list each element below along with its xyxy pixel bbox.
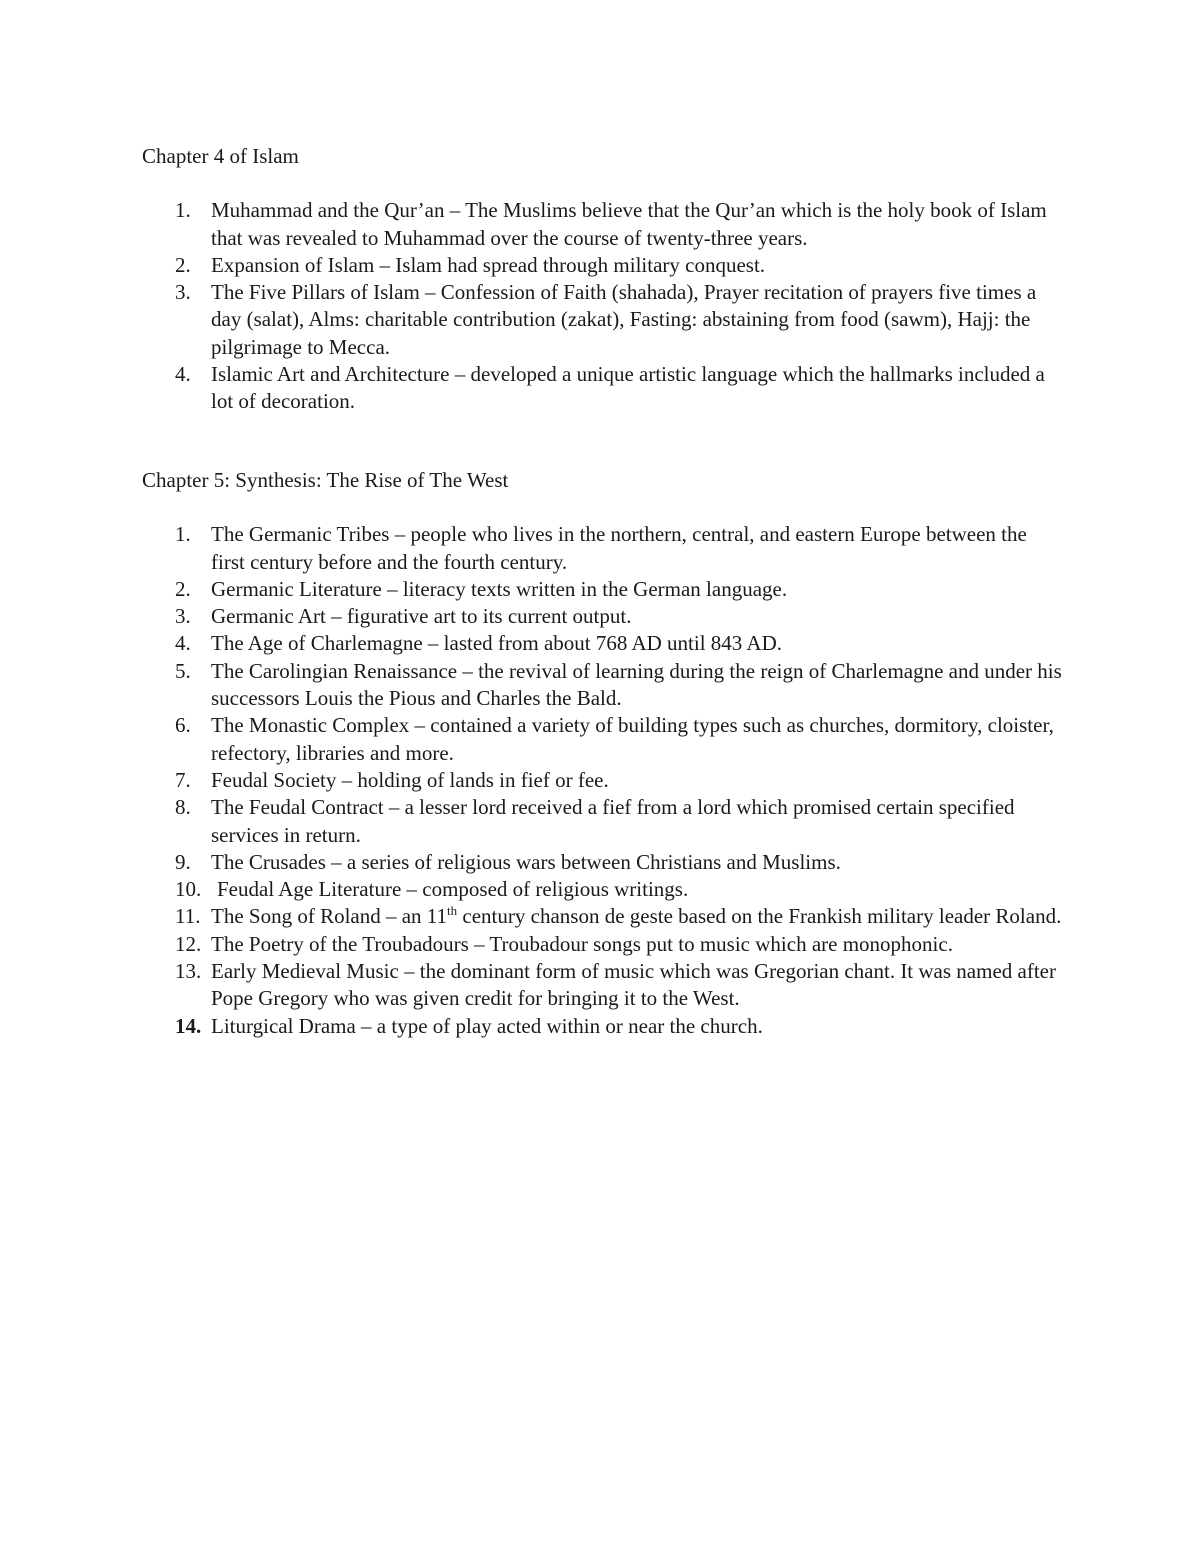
list-item-text: Muhammad and the Qur’an – The Muslims believe that the Qur’an which is the holy book of Islam that was revealed to Muhammad over the course of twenty-three years. [211,198,1047,250]
list-item-number: 1. [175,522,191,547]
list-item [142,767,1062,794]
list-item-text: Early Medieval Music – the dominant form of music which was Gregorian chant. It was named after Pope Gregory who was given credit for bringing it to the West. [211,959,1056,1011]
list-item-text: Feudal Age Literature – composed of religious writings. [217,877,689,902]
list-item-text: Feudal Society – holding of lands in fief or fee. [211,767,609,792]
list-item [142,876,1062,903]
list-item-text: The Crusades – a series of religious wars between Christians and Muslims. [211,849,841,874]
list-item-text: The Poetry of the Troubadours – Troubadour songs put to music which are monophonic. [211,931,953,956]
list-item [142,794,1062,849]
list-item [142,279,1062,361]
list-item-text: Germanic Literature – literacy texts written in the German language. [211,576,788,601]
list-item-text [211,904,1061,928]
chapter-4-list [142,197,1062,415]
chapter-4-heading: Chapter 4 of Islam [142,144,299,168]
list-item-number: 6. [175,713,191,738]
list-item-number: 11. [175,904,201,929]
superscript-ordinal: th [447,903,458,919]
list-item [142,931,1062,958]
chapter-4-section [142,143,1062,416]
list-item-text: The Germanic Tribes – people who lives in the northern, central, and eastern Europe between the first century before and the fourth century. [211,522,1027,574]
list-item-number: 5. [175,658,191,683]
list-item-text: The Feudal Contract – a lesser lord received a fief from a lord which promised certain specified services in return. [211,795,1015,847]
list-item-number: 1. [175,198,191,223]
list-item [142,603,1062,630]
list-item-number: 9. [175,849,191,874]
list-item-text-before: The Song of Roland – an 11 [211,904,448,929]
list-item-text: Germanic Art – figurative art to its current output. [211,604,632,629]
list-item-number: 14. [175,1013,202,1038]
list-item [142,630,1062,657]
list-item [142,712,1062,767]
list-item-number: 4. [175,362,191,387]
chapter-5-list [142,521,1062,1040]
list-item-text: The Five Pillars of Islam – Confession of Faith (shahada), Prayer recitation of prayers five times a day (salat), Alms: charitable contribution (zakat), Fasting: abstaining from food (sawm), Hajj: the pilgrimage to Mecca. [211,280,1037,359]
list-item-number: 10. [175,877,202,902]
list-item-number: 4. [175,631,191,656]
list-item [142,576,1062,603]
list-item [142,521,1062,576]
list-item-text-after: century chanson de geste based on the Frankish military leader Roland. [457,904,1062,929]
list-item [142,361,1062,416]
list-item [142,658,1062,713]
list-item [142,252,1062,279]
list-item-text: Islamic Art and Architecture – developed a unique artistic language which the hallmarks included a lot of decoration. [211,362,1045,414]
list-item-text: The Monastic Complex – contained a variety of building types such as churches, dormitory, cloister, refectory, libraries and more. [211,713,1054,765]
list-item-number: 3. [175,280,191,305]
chapter-5-heading: Chapter 5: Synthesis: The Rise of The West [142,468,509,492]
list-item-text: The Age of Charlemagne – lasted from about 768 AD until 843 AD. [211,631,782,656]
list-item-number: 13. [175,959,202,984]
list-item [142,1013,1062,1040]
list-item [142,849,1062,876]
list-item-text: The Carolingian Renaissance – the revival of learning during the reign of Charlemagne and under his successors Louis the Pious and Charles the Bald. [211,658,1062,711]
list-item [142,903,1062,930]
list-item-number: 2. [175,576,191,601]
list-item [142,197,1062,252]
list-item-number: 12. [175,931,202,956]
list-item-number: 8. [175,795,191,820]
list-item-number: 2. [175,252,191,277]
list-item-text: Expansion of Islam – Islam had spread through military conquest. [211,252,766,277]
list-item-number: 3. [175,604,191,629]
list-item [142,958,1062,1013]
list-item-number: 7. [175,767,191,792]
chapter-5-section [142,467,1062,1040]
list-item-text: Liturgical Drama – a type of play acted within or near the church. [211,1013,763,1038]
